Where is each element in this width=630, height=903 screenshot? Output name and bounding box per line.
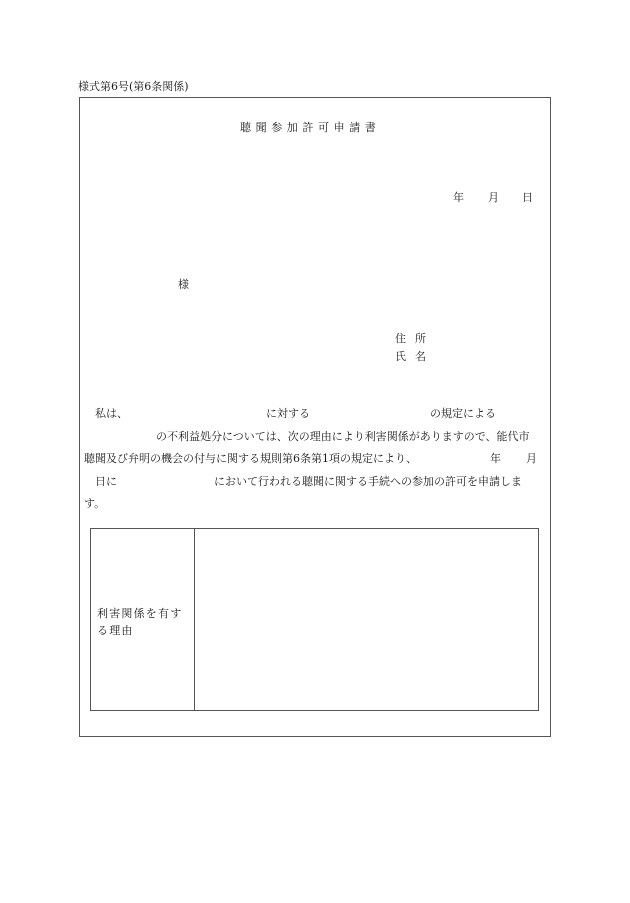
body-line-4-start: 日に: [95, 475, 117, 488]
applicant-address-label: 住所: [395, 332, 435, 345]
date-month-label: 月: [488, 191, 499, 204]
body-line-3-month: 月: [526, 452, 537, 465]
reason-label: 利害関係を有する理由: [97, 607, 183, 637]
body-line-3-year: 年: [490, 452, 501, 465]
date-day-label: 日: [522, 191, 533, 204]
body-line-1-start: 私は、: [95, 407, 128, 420]
body-line-2: の不利益処分については、次の理由により利害関係がありますので、能代市: [156, 430, 530, 443]
body-line-1-end: の規定による: [430, 407, 496, 420]
form-number-label: 様式第6号(第6条関係): [78, 80, 189, 93]
reason-input-area[interactable]: [195, 529, 538, 710]
body-line-3: 聴聞及び弁明の機会の付与に関する規則第6条第1項の規定により、: [84, 452, 417, 465]
body-line-1-middle: に対する: [266, 407, 310, 420]
date-year-label: 年: [453, 191, 464, 204]
reason-table: [90, 528, 539, 711]
addressee-suffix: 様: [178, 278, 189, 291]
document-title: 聴聞参加許可申請書: [240, 121, 381, 134]
body-line-4: において行われる聴聞に関する手続への参加の許可を申請しま: [214, 475, 522, 488]
applicant-name-label: 氏名: [395, 350, 435, 363]
body-line-5: す。: [84, 497, 106, 510]
